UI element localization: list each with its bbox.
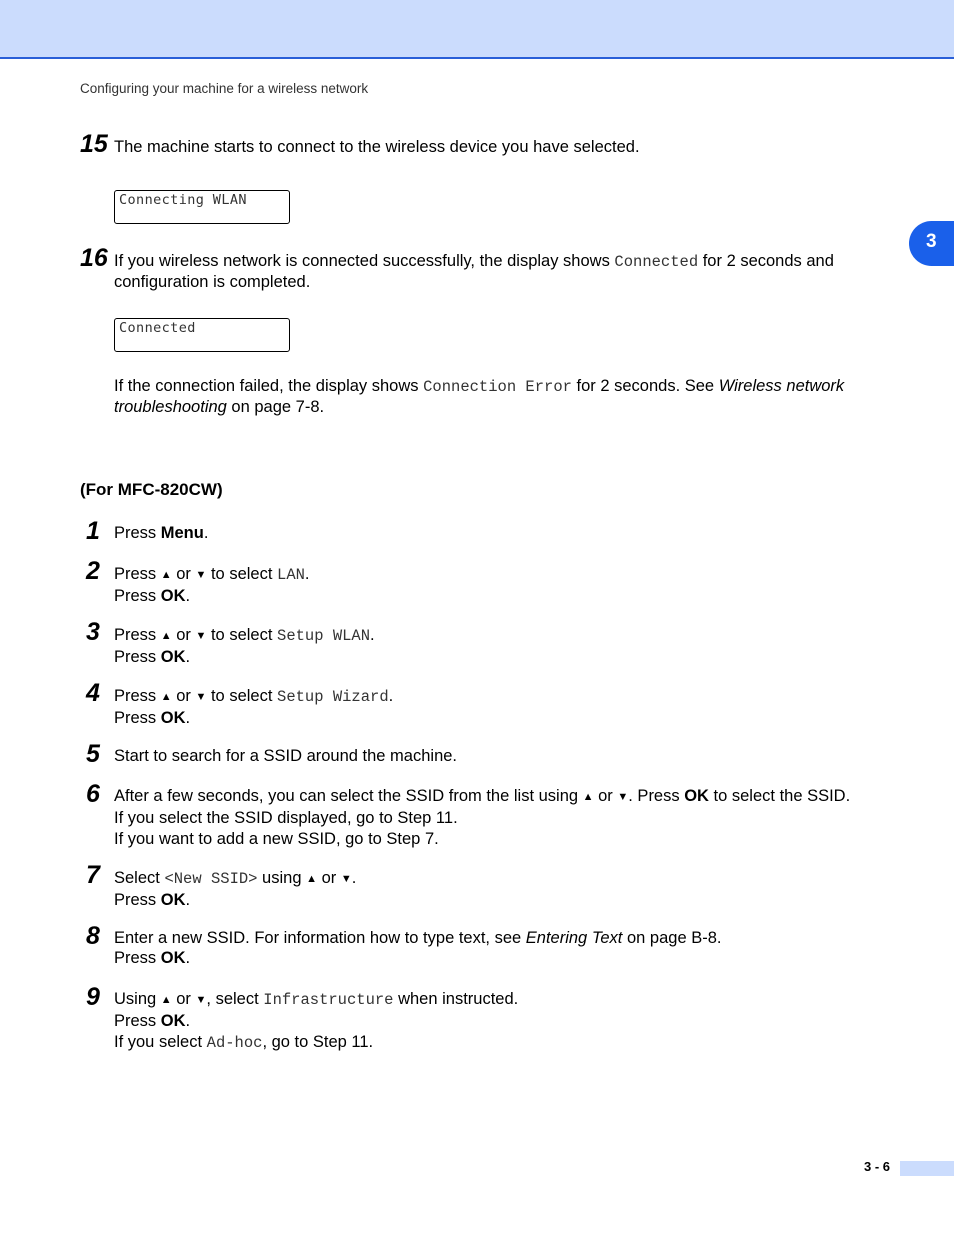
up-arrow-icon: ▲: [160, 994, 172, 1006]
down-arrow-icon: ▼: [195, 994, 207, 1006]
step-9-text: Using ▲ or ▼, select Infrastructure when instructed. Press OK. If you select Ad-hoc, go to Step 11.: [114, 990, 519, 1052]
step-6-text: After a few seconds, you can select the SSID from the list using ▲ or ▼. Press OK to select the SSID. If you select the SSID displayed, go to Step 11. If you want to add a new SSID, go to Step 7.: [114, 787, 851, 848]
step-7-text: Select <New SSID> using ▲ or ▼. Press OK.: [114, 869, 357, 910]
up-arrow-icon: ▲: [582, 791, 594, 803]
step-number-16: 16: [80, 244, 108, 272]
step-8-text: Enter a new SSID. For information how to type text, see Entering Text on page B-8. Press OK.: [114, 929, 722, 968]
step-16-text: If you wireless network is connected successfully, the display shows Connected for 2 seconds and configuration is completed.: [114, 252, 834, 292]
up-arrow-icon: ▲: [306, 873, 317, 885]
down-arrow-icon: ▼: [340, 873, 352, 885]
step-3-text: Press ▲ or ▼ to select Setup WLAN. Press OK.: [114, 626, 375, 667]
running-head: Configuring your machine for a wireless network: [80, 81, 369, 96]
step-1-text: Press Menu.: [114, 524, 209, 542]
step-number-6: 6: [86, 780, 100, 808]
step-number-2: 2: [86, 557, 100, 585]
up-arrow-icon: ▲: [160, 569, 172, 581]
lcd-display-connected: Connected: [114, 318, 290, 352]
down-arrow-icon: ▼: [195, 630, 207, 642]
step-5-text: Start to search for a SSID around the machine.: [114, 747, 458, 765]
lcd-display-connecting: Connecting WLAN: [114, 190, 290, 224]
page-number: 3 - 6: [864, 1159, 891, 1174]
connection-failed-note: If the connection failed, the display shows Connection Error for 2 seconds. See Wireless network troubleshooting on page 7-8.: [114, 377, 845, 417]
step-4-text: Press ▲ or ▼ to select Setup Wizard. Press OK.: [114, 687, 394, 728]
down-arrow-icon: ▼: [195, 691, 207, 703]
entering-text-link[interactable]: Entering Text: [525, 929, 623, 947]
down-arrow-icon: ▼: [195, 569, 207, 581]
troubleshooting-link[interactable]: Wireless network troubleshooting: [114, 377, 845, 417]
step-number-7: 7: [86, 861, 100, 889]
footer-bar: [900, 1161, 954, 1176]
section-heading: (For MFC-820CW): [80, 480, 223, 499]
header-band: [0, 0, 954, 59]
step-2-text: Press ▲ or ▼ to select LAN. Press OK.: [114, 565, 310, 606]
chapter-tab[interactable]: [909, 221, 954, 266]
step-number-15: 15: [80, 130, 108, 158]
step-number-1: 1: [86, 517, 100, 545]
step-number-5: 5: [86, 740, 100, 768]
step-number-3: 3: [86, 618, 100, 646]
step-number-4: 4: [86, 679, 100, 707]
up-arrow-icon: ▲: [160, 630, 172, 642]
step-15-text: The machine starts to connect to the wireless device you have selected.: [114, 138, 640, 156]
step-number-9: 9: [86, 983, 100, 1011]
step-number-8: 8: [86, 922, 100, 950]
down-arrow-icon: ▼: [617, 791, 629, 803]
chapter-number: 3: [926, 231, 937, 252]
up-arrow-icon: ▲: [160, 691, 172, 703]
